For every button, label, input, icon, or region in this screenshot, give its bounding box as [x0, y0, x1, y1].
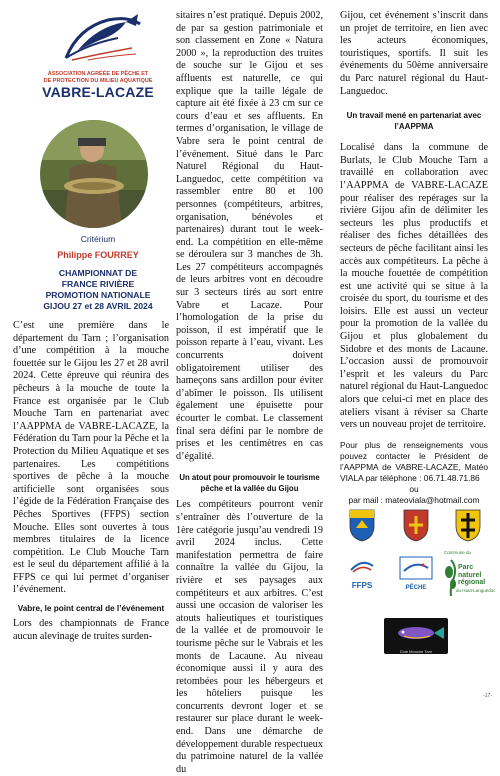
occitan-cross-icon [402, 508, 430, 542]
section-title-partnership: Un travail mené en partenariat avec l’AAPPMA [346, 111, 482, 132]
column2-paragraph1: sitaires n’est pratiqué. Depuis 2002, de par sa gestion patrimoniale et son classement en Zone « Natura 2000 », la reproduction des truites de souche sur le Gijou et ses affluents est naturelle, ce qui explique que la taille légale de capture ait été fixée à 23 cm sur ce cours d’eau et ses affluents. En termes d’organisation, le village de Vabre sera le point central de l’événement. Situé dans le Parc Naturel Régional du Haut-Languedoc, cette compétition va rassembler entre 80 et 100 personnes (compétiteurs, arbitres, organisation, bénévoles et partenaires) durant tout le week-end. La compétition en elle-même se déroulera sur 3 manches de 3h. Les 27 compétiteurs accompagnés de leurs arbitres vont en découdre sur 3 secteurs tirés au sort entre Vabre et Lacaze. Pour l’homologation de la prise du poisson, il est impératif que le poisson reparte à l’eau, vivant. Les concurrents doivent obligatoirement utiliser des hameçons sans ardillon pour éviter d’abîmer le poisson. Ils utilisent également une épuisette pour écourter le combat. Le classement final sera défini par le nombre de prises et les centimètres en cas d’égalité. [176, 10, 323, 462]
intro-paragraph: C’est une première dans le département du Tarn ; l’organisation d’une compétition à la mouche fouettée sur le Gijou les 27 et 28 avril 2024. Cette épreuve qui réunira des pêcheurs à la mouche de toute la France est organisée par le Club Mouche Tarn en partenariat avec l’AAPPMA de VABRE-LACAZE, la Fédération du Tarn pour la Pêche et la Protection du Milieu Aquatique et ses partenaires. Les compétitions sportives de pêche à la mouche artificielle sont organisées sous l’égide de la Fédération Française des Pêches Sportives (FFPS) section Mouche. Elles sont ouvertes à tous membres titulaires de la licence compétition. Le Club Mouche Tarn est le seul du département affilié à la FFPS ce qui lui permet d’organiser l’événement. [13, 320, 169, 596]
ffps-fish-icon [349, 558, 375, 576]
contact-text: Pour plus de renseignements vous pouvez contacter le Président de l’AAPPMA de VABRE-LACAZE, Matéo VIALA par téléphone : 06.71.48.71.86 [340, 439, 488, 483]
association-logo [28, 8, 168, 113]
ffps-label: FFPS [351, 581, 373, 590]
section-title-vabre: Vabre, le point central de l’événement [17, 604, 165, 614]
caption-person: Philippe FOURREY [57, 250, 139, 260]
title-line1: CHAMPIONNAT DE [58, 268, 138, 278]
federation-logo [396, 556, 436, 591]
association-line1: ASSOCIATION AGRÉÉE DE PÊCHE ET [47, 71, 149, 77]
title-line2: FRANCE RIVIÈRE [61, 279, 135, 289]
title-line4: GIJOU 27 et 28 AVRIL 2024 [43, 301, 153, 311]
ffps-logo [346, 558, 378, 590]
column3-paragraph1: Gijou, cet événement s’inscrit dans un projet de territoire, en lien avec les acteurs économiques, touristiques, sportifs. Il suit les événements du 50ème anniversaire du Parc naturel régional du Haut-Languedoc. [340, 10, 488, 97]
contact-mail: par mail : mateoviala@hotmail.com [348, 494, 480, 505]
club-label: Club Mouche Tarn [399, 649, 433, 654]
column-2 [176, 10, 323, 776]
parc-logo [444, 550, 496, 593]
fish-logo-icon [48, 8, 148, 66]
page-number: -17- [483, 693, 492, 699]
title-line3: PROMOTION NATIONALE [45, 290, 151, 300]
column3-paragraph2: Localisé dans la commune de Burlats, le Club Mouche Tarn a travaillé en collaboration avec l’AAPPMA de VABRE-LACAZE pour réaliser des repérages sur la rivière Gijou afin de délimiter les secteurs les plus productifs et réaliser des fiches détaillées des secteurs de pêche facilitant ainsi les accès aux compétiteurs. La pêche à la mouche fouettée de compétition est une activité qui se situe à la croisée du sport, du tourisme et des loisirs. Elle est aussi un vecteur pour la promotion de la vallée du Gijou et plus globalement du Sidobre et des monts de Lacaune. L’occasion aussi de promouvoir l’esprit et les valeurs du Parc naturel régional du Haut-Languedoc alors que celui-ci met en place des ateliers visant à réviser sa Charte vers un nouveau projet de territoire. [340, 142, 488, 431]
angler-photo [40, 120, 148, 228]
federation-fish-icon [399, 556, 433, 580]
column2-paragraph2: Les compétiteurs pourront venir s’entraîner dès l’ouverture de la 1ère catégorie jusqu’au vendredi 19 avril 2024 inclus. Cette manifestation permettra de faire connaître la vallée du Gijou, la rivière et ses paysages aux compétiteurs et aux arbitres. C’est aussi une occasion de valoriser les atouts halieutiques et touristiques de la vallée et de promouvoir le tourisme pêche sur le Vabrais et les monts de Lacaune. Au niveau économique aussi il y aura des retombées pour les hébergeurs et les hôteliers puisque les concurrents devront loger et se restaurer sur place durant le week-end. Dans une démarche de développement durable respectueux du patrimoine naturel de la vallée du [176, 499, 323, 775]
commune-label: Commune du [444, 550, 472, 555]
parc-line2: naturel [458, 571, 482, 579]
association-line2: DE PROTECTION DU MILIEU AQUATIQUE [43, 77, 153, 84]
photo-caption [28, 234, 168, 244]
column-1 [13, 320, 169, 643]
federation-label: PÊCHE [405, 585, 427, 591]
association-name: VABRE-LACAZE [42, 84, 154, 100]
club-mouche-logo [384, 618, 448, 654]
section-title-tourism: Un atout pour promouvoir le tourisme pêche et la vallée du Gijou [179, 473, 320, 494]
coat-of-arms-icon [348, 508, 376, 542]
column-3 [340, 10, 488, 506]
tarn-shield-icon [454, 508, 482, 542]
article-title [28, 268, 168, 312]
partner-logos [346, 508, 496, 688]
section-vabre-start: Lors des championnats de France aucun alevinage de truites surden- [13, 618, 169, 642]
parc-line3: régional [458, 579, 486, 586]
contact-or: ou [409, 483, 419, 494]
parc-line1: Parc [458, 564, 474, 571]
caption-label: Critérium [80, 234, 116, 244]
club-fish-icon [384, 618, 448, 646]
parc-line4: du Haut-Languedoc [456, 588, 496, 593]
